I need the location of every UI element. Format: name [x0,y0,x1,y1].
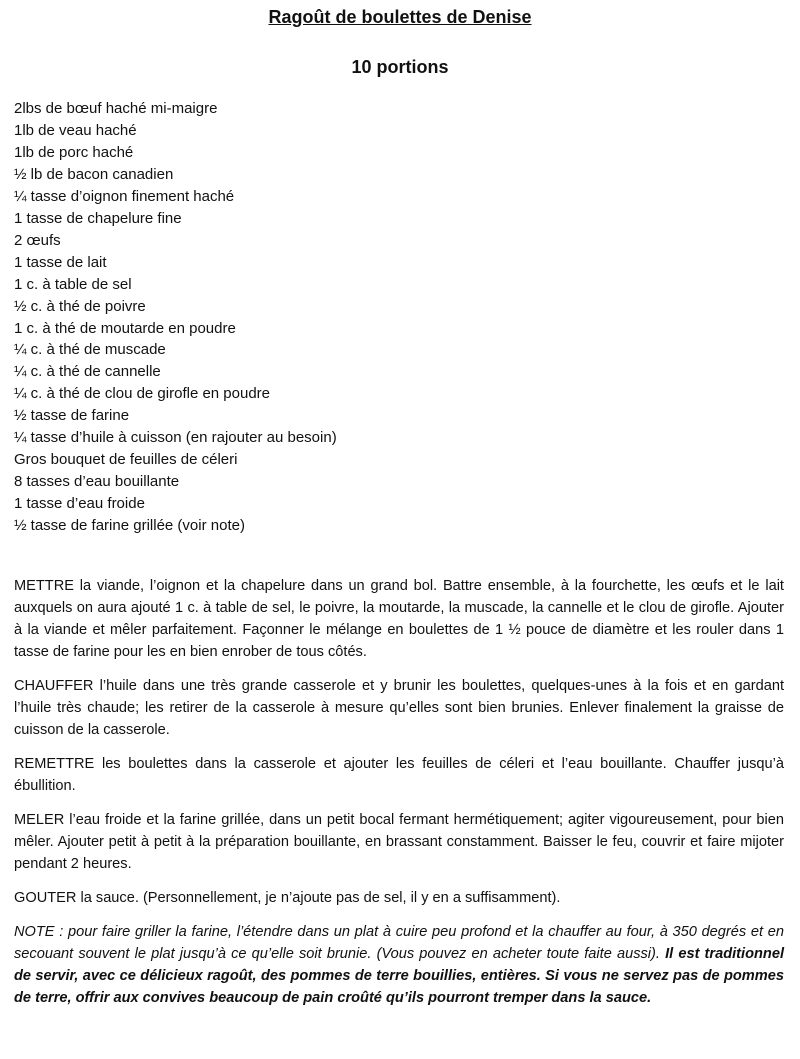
instruction-step-mix: METTRE la viande, l’oignon et la chapelure dans un grand bol. Battre ensemble, à la fourchette, les œufs et le lait auxquels on aura ajouté 1 c. à table de sel, le poivre, la moutarde, la muscade, la cannelle et le clou de girofle. Ajouter à la viande et mêler parfaitement. Façonner le mélange en boulettes de 1 ½ pouce de diamètre et les rouler dans 1 tasse de farine pour les en bien enrober de tous côtés. [14,578,784,660]
ingredient-item: 1 tasse de lait [14,253,107,271]
ingredient-item: 1 c. à thé de moutarde en poudre [14,319,236,337]
ingredient-item: 2 œufs [14,231,61,249]
ingredient-item: 1 tasse de chapelure fine [14,209,182,227]
ingredient-item: ½ lb de bacon canadien [14,165,174,183]
note-text: NOTE : pour faire griller la farine, l’étendre dans un plat à cuire peu profond et la chauffer au four, à 350 degrés et en secouant souvent le plat jusqu’à ce qu’elle soit brunie. (Vous pouvez en acheter toute faite aussi). [14,924,784,962]
ingredient-item: ½ tasse de farine [14,407,130,425]
ingredient-item: 8 tasses d’eau bouillante [14,473,180,491]
portions-heading: 10 portions [351,57,449,77]
note-serving-suggestion: Il est traditionnel de servir, avec ce délicieux ragoût, des pommes de terre bouillies, entières. Si vous ne servez pas de pommes de terre, offrir aux convives beaucoup de pain croûté qu’ils pourront tremper dans la sauce. [14,946,785,1006]
ingredient-item: ¼ c. à thé de clou de girofle en poudre [14,385,271,403]
ingredient-item: ½ c. à thé de poivre [14,297,146,315]
recipe-note [14,921,784,1009]
ingredient-item: ½ tasse de farine grillée (voir note) [14,517,245,535]
ingredient-item: ¼ tasse d’huile à cuisson (en rajouter au besoin) [14,429,337,447]
instruction-step-boil: REMETTRE les boulettes dans la casserole et ajouter les feuilles de céleri et l’eau bouillante. Chauffer jusqu’à ébullition. [14,756,784,794]
ingredient-item: 1 tasse d’eau froide [14,495,145,513]
ingredient-item: 1lb de veau haché [14,121,137,139]
instruction-step-taste: GOUTER la sauce. (Personnellement, je n’ajoute pas de sel, il y en a suffisamment). [14,890,561,906]
ingredient-item: 2lbs de bœuf haché mi-maigre [14,100,218,117]
instructions-section [14,575,784,1009]
ingredient-item: Gros bouquet de feuilles de céleri [14,451,238,469]
ingredient-item: ¼ c. à thé de cannelle [14,363,161,381]
ingredient-item: ¼ tasse d’oignon finement haché [14,187,235,205]
ingredient-list [14,98,337,537]
instruction-step-brown: CHAUFFER l’huile dans une très grande casserole et y brunir les boulettes, quelques-unes à la fois et en gardant l’huile très chaude; les retirer de la casserole à mesure qu’elles sont bien brunies. Enlever finalement la graisse de cuisson de la casserole. [14,678,784,738]
ingredient-item: 1 c. à table de sel [14,275,132,293]
ingredient-item: 1lb de porc haché [14,143,134,161]
instruction-step-thicken: MELER l’eau froide et la farine grillée, dans un petit bocal fermant hermétiquement; agiter vigoureusement, pour bien mêler. Ajouter petit à petit à la préparation bouillante, en brassant constamment. Baisser le feu, couvrir et faire mijoter pendant 2 heures. [14,812,784,872]
ingredient-item: ¼ c. à thé de muscade [14,341,166,359]
recipe-title: Ragoût de boulettes de Denise [268,7,532,27]
